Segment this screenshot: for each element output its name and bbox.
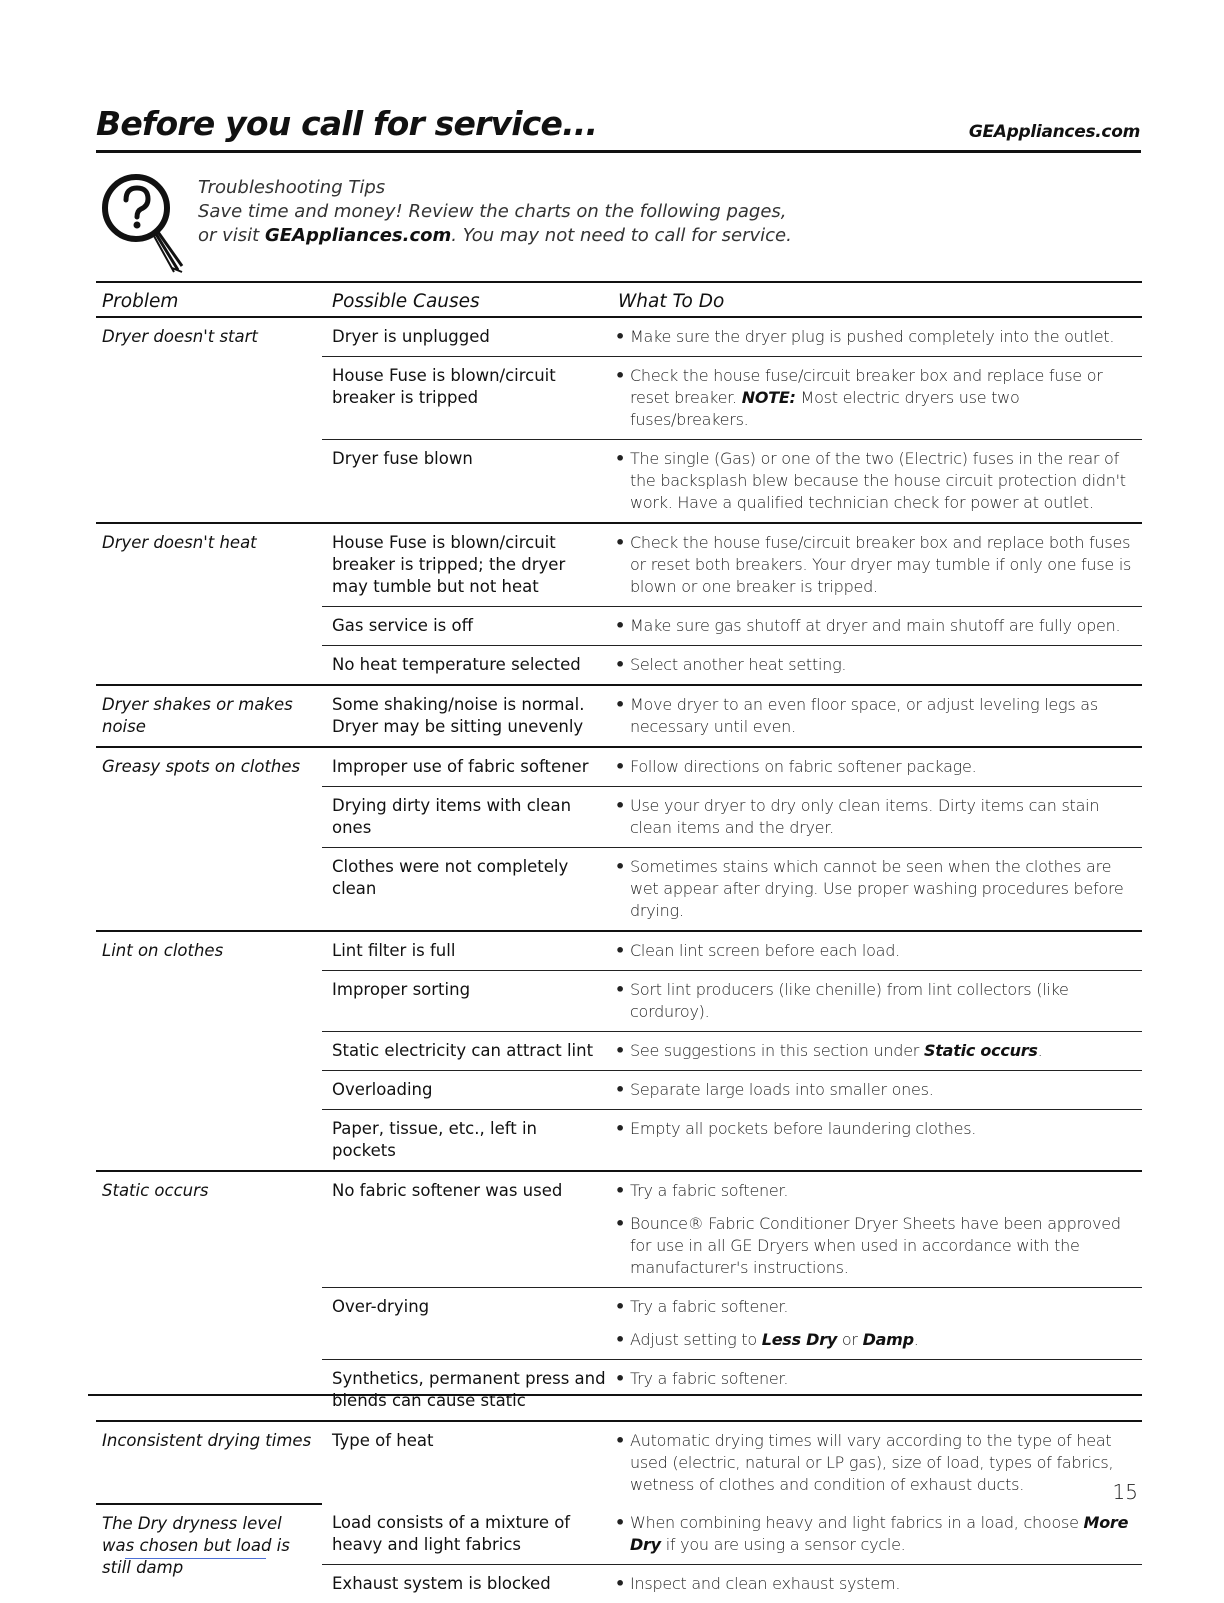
page-number: 15: [1113, 1480, 1138, 1504]
todo-cell: [612, 440, 1142, 524]
todo-cell: [612, 1504, 1142, 1565]
todo-cell: [612, 971, 1142, 1032]
todo-bullet: [612, 1118, 1142, 1140]
todo-cell: [612, 1110, 1142, 1172]
todo-text: Check the house fuse/circuit breaker box and replace fuse or reset breaker.: [630, 366, 1103, 407]
problem-cell: The Dry dryness level was chosen but load is still damp: [96, 1504, 322, 1603]
todo-text: Make sure gas shutoff at dryer and main shutoff are fully open.: [630, 616, 1120, 635]
todo-bullet: [612, 940, 1142, 962]
cause-cell: Load consists of a mixture of heavy and light fabrics: [322, 1504, 612, 1565]
problem-cell: Static occurs: [96, 1171, 322, 1421]
cause-cell: No heat temperature selected: [322, 646, 612, 686]
todo-text: Check the house fuse/circuit breaker box and replace both fuses or reset both breakers. Your dryer may tumble if only one fuse is blown or one breaker is tripped.: [630, 533, 1131, 596]
todo-cell: [612, 931, 1142, 971]
todo-bullet: [612, 1040, 1142, 1062]
todo-text: When combining heavy and light fabrics in a load, choose: [630, 1513, 1084, 1532]
question-magnifier-icon: [100, 172, 186, 278]
tips-line-2: [198, 224, 792, 248]
cause-cell: House Fuse is blown/circuit breaker is tripped; the dryer may tumble but not heat: [322, 523, 612, 607]
troubleshooting-tips: [198, 176, 792, 248]
todo-text: .: [914, 1330, 919, 1349]
todo-text: Use your dryer to dry only clean items. Dirty items can stain clean items and the dryer.: [630, 796, 1099, 837]
todo-bullet: [612, 795, 1142, 839]
table-row: [96, 317, 1142, 357]
todo-emphasis: Damp: [863, 1330, 914, 1349]
problem-cell: Dryer shakes or makes noise: [96, 685, 322, 747]
todo-cell: [612, 1171, 1142, 1288]
todo-emphasis: Static occurs: [924, 1041, 1038, 1060]
todo-text: Sometimes stains which cannot be seen when the clothes are wet appear after drying. Use proper washing procedures before drying.: [630, 857, 1124, 920]
cause-cell: Overloading: [322, 1071, 612, 1110]
todo-text: Try a fabric softener.: [630, 1181, 788, 1200]
header-causes: Possible Causes: [322, 282, 612, 317]
title-rule: [96, 150, 1141, 153]
troubleshooting-table: [96, 281, 1142, 1603]
todo-bullet: [612, 365, 1142, 431]
todo-bullet: [612, 1329, 1142, 1351]
table-row: [96, 931, 1142, 971]
cause-cell: Type of heat: [322, 1421, 612, 1504]
todo-text: Bounce® Fabric Conditioner Dryer Sheets have been approved for use in all GE Dryers when used in accordance with the manufacturer's instructions.: [630, 1214, 1121, 1277]
todo-bullet: [612, 326, 1142, 348]
todo-bullet: [612, 1430, 1142, 1496]
todo-text: Try a fabric softener.: [630, 1369, 788, 1388]
todo-emphasis: NOTE:: [742, 388, 796, 407]
todo-bullet: [612, 1180, 1142, 1202]
todo-text: Clean lint screen before each load.: [630, 941, 900, 960]
problem-cell: Inconsistent drying times: [96, 1421, 322, 1504]
todo-cell: [612, 848, 1142, 932]
cause-cell: Improper use of fabric softener: [322, 747, 612, 787]
todo-cell: [612, 787, 1142, 848]
todo-cell: [612, 1421, 1142, 1504]
cause-cell: Lint filter is full: [322, 931, 612, 971]
problem-cell: Dryer doesn't start: [96, 317, 322, 523]
header-todo: What To Do: [612, 282, 1142, 317]
cause-cell: Dryer is unplugged: [322, 317, 612, 357]
tips-line-2-pre: or visit: [198, 225, 265, 246]
tips-site-link[interactable]: GEAppliances.com: [265, 225, 451, 246]
todo-text: Separate large loads into smaller ones.: [630, 1080, 934, 1099]
tips-heading: Troubleshooting Tips: [198, 176, 792, 200]
todo-text: Follow directions on fabric softener package.: [630, 757, 976, 776]
todo-cell: [612, 317, 1142, 357]
todo-text: Try a fabric softener.: [630, 1297, 788, 1316]
cause-cell: Improper sorting: [322, 971, 612, 1032]
todo-bullet: [612, 1368, 1142, 1390]
site-url: GEAppliances.com: [969, 122, 1140, 142]
cause-cell: Over-drying: [322, 1288, 612, 1360]
todo-text: See suggestions in this section under: [630, 1041, 924, 1060]
todo-bullet: [612, 448, 1142, 514]
cause-cell: Exhaust system is blocked: [322, 1565, 612, 1603]
todo-text: Inspect and clean exhaust system.: [630, 1574, 900, 1593]
todo-cell: [612, 1360, 1142, 1422]
table-row: [96, 685, 1142, 747]
tips-line-1: Save time and money! Review the charts on the following pages,: [198, 200, 792, 224]
cause-cell: Some shaking/noise is normal. Dryer may be sitting unevenly: [322, 685, 612, 747]
todo-bullet: [612, 1213, 1142, 1279]
todo-text: Adjust setting to: [630, 1330, 762, 1349]
cause-cell: House Fuse is blown/circuit breaker is tripped: [322, 357, 612, 440]
problem-cell: Dryer doesn't heat: [96, 523, 322, 685]
todo-cell: [612, 747, 1142, 787]
cause-cell: Gas service is off: [322, 607, 612, 646]
todo-bullet: [612, 1512, 1142, 1556]
todo-text: Sort lint producers (like chenille) from lint collectors (like corduroy).: [630, 980, 1069, 1021]
todo-bullet: [612, 756, 1142, 778]
todo-cell: [612, 523, 1142, 607]
header-problem: Problem: [96, 282, 322, 317]
tips-line-2-post: . You may not need to call for service.: [451, 225, 792, 246]
footer-link-line: [125, 1558, 266, 1559]
todo-cell: [612, 646, 1142, 686]
cause-cell: Drying dirty items with clean ones: [322, 787, 612, 848]
cause-cell: Paper, tissue, etc., left in pockets: [322, 1110, 612, 1172]
todo-emphasis: Less Dry: [762, 1330, 837, 1349]
page-title: Before you call for service...: [96, 104, 597, 143]
todo-text: Move dryer to an even floor space, or adjust leveling legs as necessary until even.: [630, 695, 1098, 736]
todo-bullet: [612, 1573, 1142, 1595]
todo-text: or: [837, 1330, 863, 1349]
todo-text: .: [1038, 1041, 1043, 1060]
todo-text: Automatic drying times will vary according to the type of heat used (electric, natural or LP gas), size of load, types of fabrics, wetness of clothes and condition of exhaust ducts.: [630, 1431, 1113, 1494]
table-row: [96, 1504, 1142, 1565]
todo-text: if you are using a sensor cycle.: [661, 1535, 906, 1554]
cause-cell: Clothes were not completely clean: [322, 848, 612, 932]
todo-bullet: [612, 694, 1142, 738]
todo-text: Select another heat setting.: [630, 655, 846, 674]
todo-bullet: [612, 654, 1142, 676]
todo-text: Make sure the dryer plug is pushed completely into the outlet.: [630, 327, 1114, 346]
todo-bullet: [612, 856, 1142, 922]
todo-text: Empty all pockets before laundering clothes.: [630, 1119, 976, 1138]
todo-bullet: [612, 1296, 1142, 1318]
cause-cell: Static electricity can attract lint: [322, 1032, 612, 1071]
todo-text: Most electric dryers use two fuses/breakers.: [630, 388, 1020, 429]
problem-cell: Greasy spots on clothes: [96, 747, 322, 931]
table-row: [96, 747, 1142, 787]
todo-cell: [612, 607, 1142, 646]
table-row: [96, 1171, 1142, 1288]
todo-bullet: [612, 615, 1142, 637]
todo-emphasis: More Dry: [630, 1513, 1128, 1554]
todo-cell: [612, 1032, 1142, 1071]
todo-cell: [612, 685, 1142, 747]
cause-cell: No fabric softener was used: [322, 1171, 612, 1288]
last-group-divider: [88, 1394, 1142, 1396]
table-header-row: [96, 282, 1142, 317]
todo-bullet: [612, 532, 1142, 598]
todo-cell: [612, 1071, 1142, 1110]
todo-cell: [612, 357, 1142, 440]
problem-cell: Lint on clothes: [96, 931, 322, 1171]
todo-bullet: [612, 979, 1142, 1023]
table-body: [96, 317, 1142, 1603]
todo-bullet: [612, 1079, 1142, 1101]
table-row: [96, 523, 1142, 607]
table-row: [96, 1421, 1142, 1504]
todo-cell: [612, 1288, 1142, 1360]
cause-cell: Synthetics, permanent press and blends can cause static: [322, 1360, 612, 1422]
cause-cell: Dryer fuse blown: [322, 440, 612, 524]
todo-text: The single (Gas) or one of the two (Electric) fuses in the rear of the backsplash blew because the house circuit protection didn't work. Have a qualified technician check for power at outlet.: [630, 449, 1126, 512]
